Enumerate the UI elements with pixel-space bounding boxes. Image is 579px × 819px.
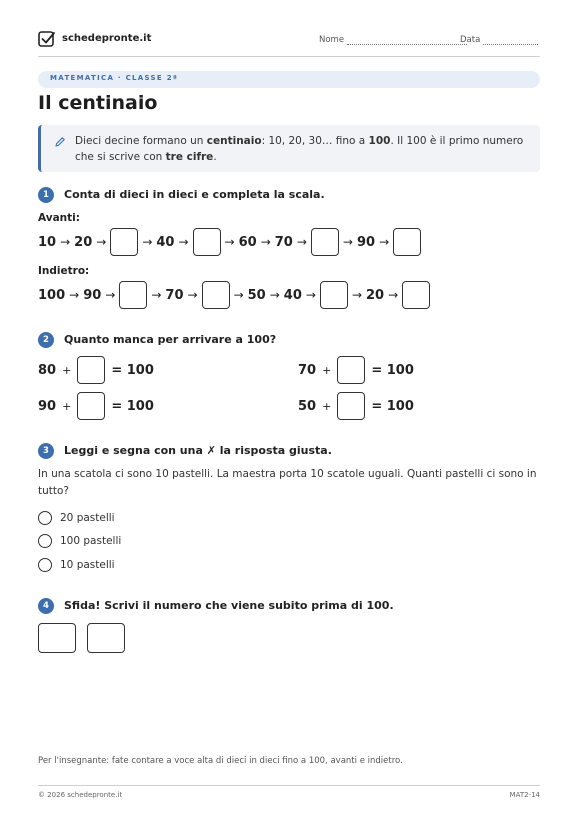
arrow-right-icon: → [142,235,153,249]
plus-sign: + [62,363,72,377]
info-bold-100: 100 [368,135,391,147]
sequence-number: 10 [38,234,57,250]
answer-box[interactable] [38,623,76,653]
equation-addend: 50 [298,398,317,414]
arrow-right-icon: → [69,288,80,302]
option-label: 20 pastelli [60,512,115,524]
sequence-number: 40 [156,234,175,250]
backward-label: Indietro: [38,265,90,277]
option-label: 10 pastelli [60,559,115,571]
arrow-right-icon: → [178,235,189,249]
worksheet-page [38,0,540,819]
radio-circle-icon[interactable] [38,511,52,525]
arrow-right-icon: → [296,235,307,249]
sequence-number: 100 [38,287,66,303]
footer-copyright: © 2026 schedepronte.it [38,791,123,799]
forward-label: Avanti: [38,212,80,224]
arrow-right-icon: → [305,288,316,302]
option-label: 100 pastelli [60,535,122,547]
answer-box[interactable] [193,228,221,256]
arrow-right-icon: → [187,288,198,302]
answer-box[interactable] [393,228,421,256]
answer-box[interactable] [119,281,147,309]
sequence-number: 20 [366,287,385,303]
plus-sign: + [62,399,72,413]
equation-row [298,391,420,421]
footer-code: MAT2-14 [509,791,540,799]
sequence-number: 90 [83,287,102,303]
name-line [347,36,467,45]
arrow-right-icon: → [379,235,390,249]
radio-circle-icon[interactable] [38,558,52,572]
answer-box[interactable] [320,281,348,309]
teacher-note: Per l'insegnante: fate contare a voce alta di dieci in dieci fino a 100, avanti e indietro. [38,756,403,766]
site-logo-text: schedepronte.it [62,33,152,44]
page-title: Il centinaio [38,92,158,114]
name-field[interactable] [319,35,467,45]
arrow-right-icon: → [388,288,399,302]
checkbox-logo-icon [38,30,56,48]
equation-result: = 100 [111,362,154,378]
sequence-number: 50 [247,287,266,303]
exercise-2-question: Quanto manca per arrivare a 100? [64,333,277,346]
answer-option[interactable] [38,533,121,549]
exercise-number-badge: 4 [38,598,54,614]
arrow-right-icon: → [96,235,107,249]
equation-row [38,391,160,421]
arrow-right-icon: → [233,288,244,302]
answer-box[interactable] [77,392,105,420]
date-label: Data [460,35,481,45]
arrow-right-icon: → [351,288,363,302]
subject-bar [38,71,540,88]
sequence-number: 60 [238,234,257,250]
sequence-number: 40 [283,287,302,303]
answer-box[interactable] [337,392,365,420]
arrow-right-icon: → [151,288,162,302]
answer-option[interactable] [38,510,115,526]
equation-row [298,355,420,385]
sequence-number: 70 [165,287,184,303]
exercise-4-question: Sfida! Scrivi il numero che viene subito prima di 100. [64,599,394,612]
equation-row [38,355,160,385]
date-line [483,36,538,45]
exercise-number-badge: 3 [38,443,54,459]
arrow-right-icon: → [224,235,235,249]
plus-sign: + [322,399,332,413]
info-box [38,125,540,172]
info-bold-tre-cifre: tre cifre [165,151,214,163]
backward-sequence [38,280,430,310]
arrow-right-icon: → [60,235,71,249]
arrow-right-icon: → [260,235,271,249]
sequence-number: 20 [74,234,93,250]
footer-divider [38,785,540,786]
exercise-1-question: Conta di dieci in dieci e completa la scala. [64,188,325,201]
exercise-3-question: Leggi e segna con una ✗ la risposta giusta. [64,444,332,457]
page-header [38,30,540,50]
plus-sign: + [322,363,332,377]
equation-result: = 100 [111,398,154,414]
answer-box[interactable] [110,228,138,256]
answer-box[interactable] [402,281,430,309]
info-text: Dieci decine formano un centinaio: 10, 20, 30… fino a 100. Il 100 è il primo numero che si scrive con tre cifre. [75,135,524,163]
answer-box[interactable] [337,356,365,384]
header-divider [38,56,540,57]
exercise-number-badge: 2 [38,332,54,348]
sequence-number: 70 [274,234,293,250]
equation-addend: 70 [298,362,317,378]
answer-box[interactable] [77,356,105,384]
arrow-right-icon: → [342,235,353,249]
answer-box[interactable] [87,623,125,653]
date-field[interactable] [460,35,538,45]
info-bold-centinaio: centinaio [206,135,262,147]
equation-addend: 90 [38,398,57,414]
equation-result: = 100 [371,398,414,414]
forward-sequence [38,227,421,257]
subject-label: MATEMATICA · CLASSE 2ª [50,74,179,82]
answer-option[interactable] [38,557,115,573]
radio-circle-icon[interactable] [38,534,52,548]
arrow-right-icon: → [105,288,116,302]
problem-text: In una scatola ci sono 10 pastelli. La maestra porta 10 scatole uguali. Quanti pastelli ci sono in tutto? [38,468,537,497]
exercise-number-badge: 1 [38,187,54,203]
answer-box[interactable] [202,281,230,309]
sequence-number: 90 [356,234,376,250]
name-label: Nome [319,35,345,45]
equation-result: = 100 [371,362,414,378]
arrow-right-icon: → [269,288,280,302]
equation-addend: 80 [38,362,57,378]
pencil-icon [54,136,66,148]
answer-box[interactable] [311,228,339,256]
